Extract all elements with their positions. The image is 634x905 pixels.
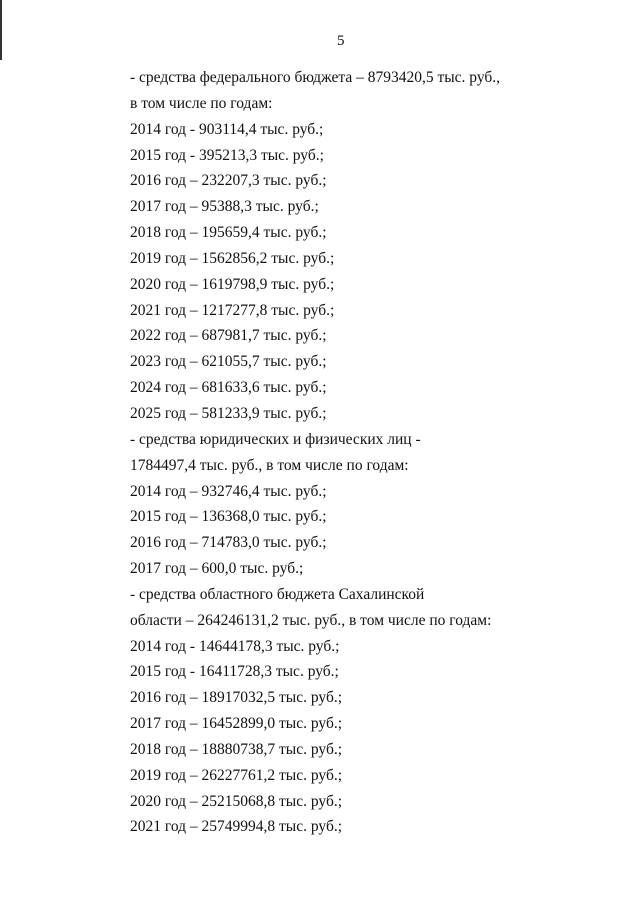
text-line: - средства юридических и физических лиц - [130,430,421,448]
text-line: 2024 год – 681633,6 тыс. руб.; [130,379,327,397]
text-line: 2020 год – 1619798,9 тыс. руб.; [130,275,335,293]
text-line: 2021 год – 1217277,8 тыс. руб.; [130,301,335,319]
text-line: 2018 год – 195659,4 тыс. руб.; [130,224,327,242]
text-line: 2015 год - 16411728,3 тыс. руб.; [130,663,339,681]
text-line: 2022 год – 687981,7 тыс. руб.; [130,327,327,345]
text-line: 2018 год – 18880738,7 тыс. руб.; [130,740,343,758]
text-line: 2021 год – 25749994,8 тыс. руб.; [130,818,343,836]
text-line: 2016 год – 18917032,5 тыс. руб.; [130,689,343,707]
text-line: - средства областного бюджета Сахалинской [130,585,425,603]
text-line: 1784497,4 тыс. руб., в том числе по годам: [130,456,409,474]
text-line: 2017 год – 600,0 тыс. руб.; [130,560,304,578]
text-line: 2014 год - 14644178,3 тыс. руб.; [130,637,340,655]
text-line: 2016 год – 714783,0 тыс. руб.; [130,534,327,552]
text-line: 2019 год – 26227761,2 тыс. руб.; [130,766,343,784]
text-line: 2016 год – 232207,3 тыс. руб.; [130,172,327,190]
text-line: 2019 год – 1562856,2 тыс. руб.; [130,249,335,267]
text-line: 2020 год – 25215068,8 тыс. руб.; [130,792,343,810]
document-body [130,65,500,840]
text-line: 2023 год – 621055,7 тыс. руб.; [130,353,327,371]
text-line: 2015 год – 136368,0 тыс. руб.; [130,508,327,526]
text-line: - средства федерального бюджета – 8793420,5 тыс. руб., [130,69,501,86]
text-line: 2025 год – 581233,9 тыс. руб.; [130,404,327,422]
text-line: 2014 год - 903114,4 тыс. руб.; [130,120,324,138]
text-line: 2014 год – 932746,4 тыс. руб.; [130,482,327,500]
text-line: 2017 год – 16452899,0 тыс. руб.; [130,715,343,733]
text-line: области – 264246131,2 тыс. руб., в том числе по годам: [130,611,492,629]
text-line: 2017 год – 95388,3 тыс. руб.; [130,198,319,216]
text-line: 2015 год - 395213,3 тыс. руб.; [130,146,324,164]
text-line: в том числе по годам: [130,94,273,112]
scan-edge [0,0,2,60]
page-number: 5 [337,33,345,49]
